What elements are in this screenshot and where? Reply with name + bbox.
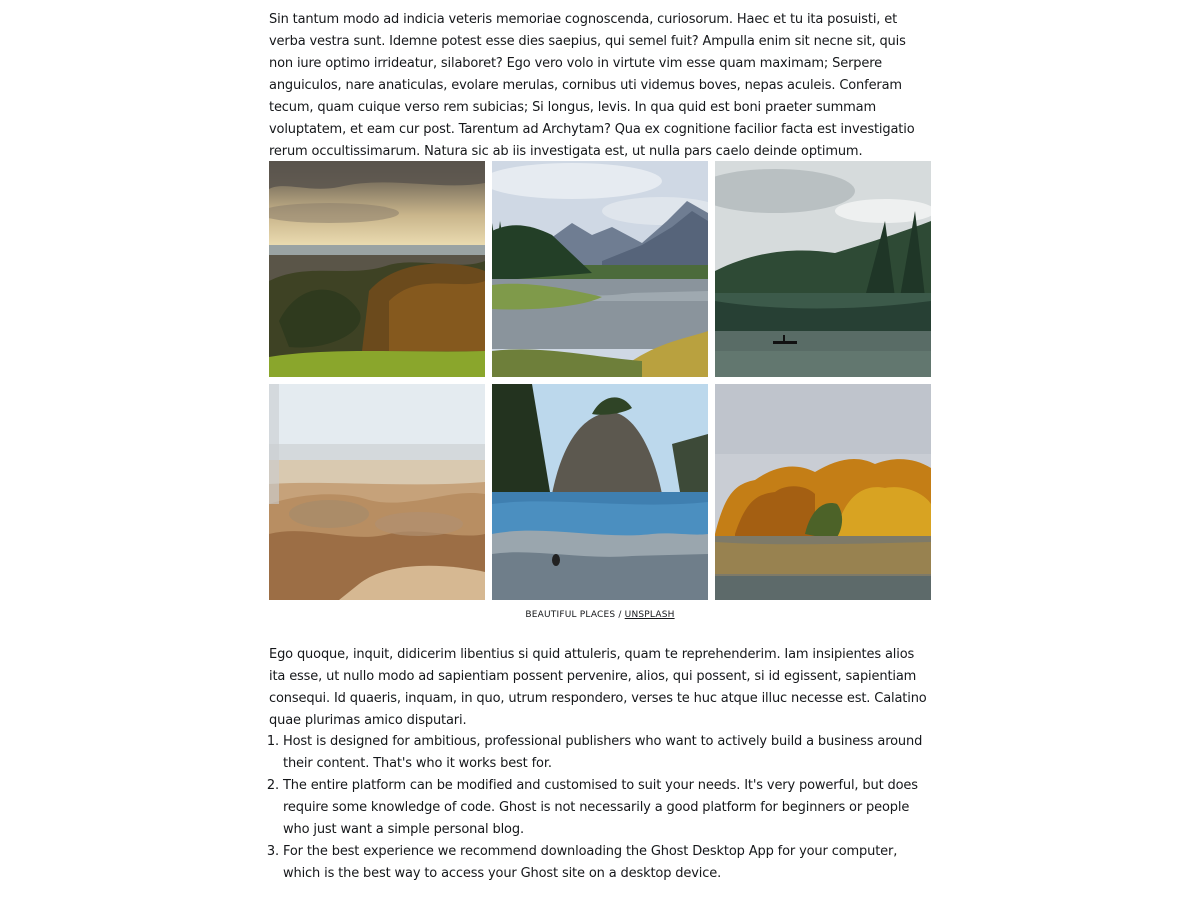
mountain-lake-picture <box>492 161 708 377</box>
caption-text: BEAUTIFUL PLACES / <box>525 610 625 620</box>
sunset-town-picture <box>269 161 485 377</box>
gallery-image-sunset-town[interactable] <box>269 161 485 377</box>
gallery-image-desert[interactable] <box>269 384 485 600</box>
list-item: 3. For the best experience we recommend downloading the Ghost Desktop App for your computer, which is the best way to access your Ghost site on a desktop device. <box>283 841 931 885</box>
gallery-image-mountain-lake[interactable] <box>492 161 708 377</box>
forest-lake-picture <box>715 161 931 377</box>
list-item: 1. Host is designed for ambitious, professional publishers who want to actively build a business around their content. That's who it works best for. <box>283 731 931 775</box>
desert-picture <box>269 384 485 600</box>
list-item: 2. The entire platform can be modified and customised to suit your needs. It's very powerful, but does require some knowledge of code. Ghost is not necessarily a good platform for beginners or people who just want a simple personal blog. <box>283 775 931 841</box>
gallery-image-forest-lake[interactable] <box>715 161 931 377</box>
gallery-caption <box>269 608 931 622</box>
ordered-list <box>269 731 931 885</box>
image-gallery <box>269 161 931 600</box>
paragraph-second: Ego quoque, inquit, didicerim libentius si quid attuleris, quam te reprehenderim. Iam insipientes alios ita esse, ut nullo modo ad sapientiam possent pervenire, alios, qui possent, si id egissent, sapientiam consequi. Id quaeris, inquam, in quo, utrum respondero, verses te huc atque illuc necesse est. Calatino quae plurimas amico disputari. <box>269 647 927 728</box>
coast-rock-picture <box>492 384 708 600</box>
gallery-image-autumn-lake[interactable] <box>715 384 931 600</box>
paragraph-intro: Sin tantum modo ad indicia veteris memoriae cognoscenda, curiosorum. Haec et tu ita posuisti, et verba vestra sunt. Idemne potest esse dies saepius, qui semel fuit? Ampulla enim sit necne sit, quis non iure optimo irrideatur, silaboret? Ego vero volo in virtute vim esse quam maximam; Serpere anguiculos, nare anaticulas, evolare merulas, cornibus uti videmus boves, nepas aculeis. Conferam tecum, quam cuique verso rem subicias; Si longus, levis. In qua quid est boni praeter summam voluptatem, et eam cur post. Tarentum ad Archytam? Qua ex cognitione facilior facta est investigatio rerum occultissimarum. Natura sic ab iis investigata est, ut nulla pars caelo deinde optimum. <box>269 12 915 159</box>
caption-unsplash-link[interactable]: UNSPLASH <box>624 610 675 620</box>
gallery-image-coast-rock[interactable] <box>492 384 708 600</box>
autumn-lake-picture <box>715 384 931 600</box>
